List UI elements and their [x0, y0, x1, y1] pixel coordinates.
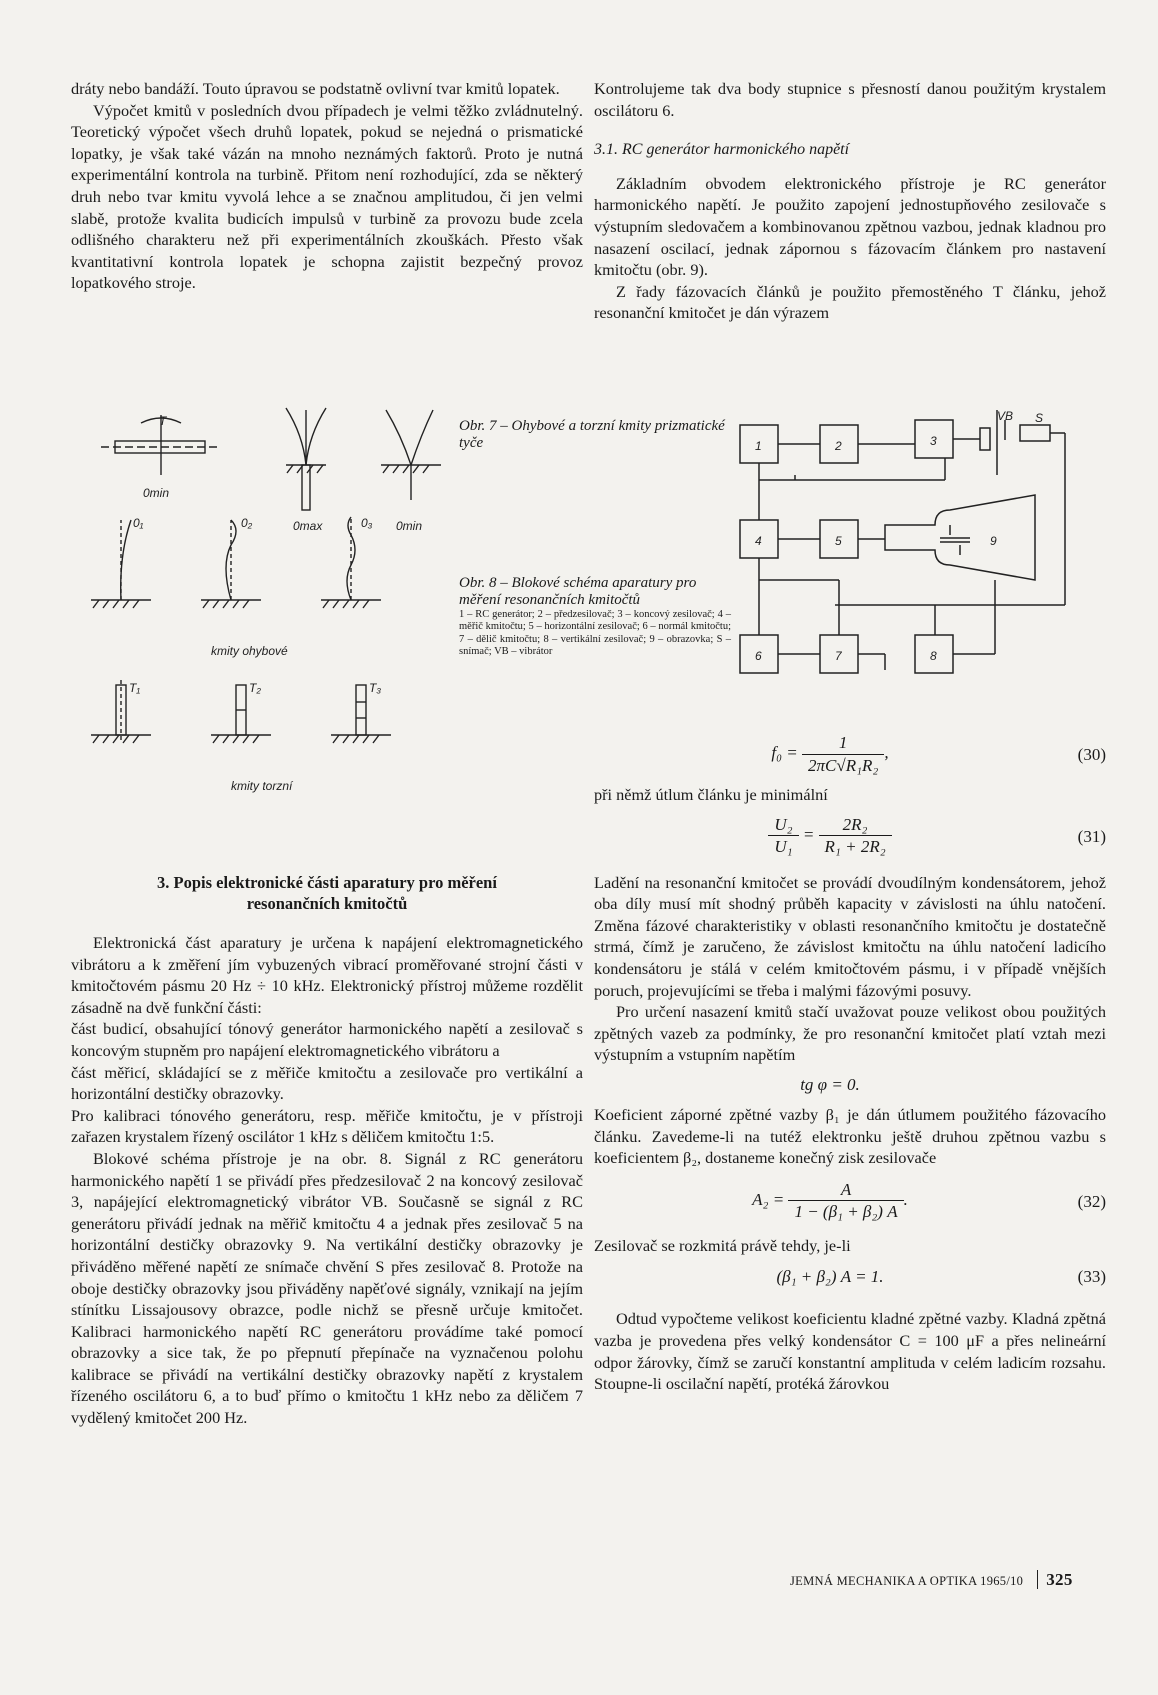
eq30-denominator: 2πC√R₁R₂: [808, 755, 879, 775]
label-0min: 0min: [143, 486, 170, 500]
journal-name: JEMNÁ MECHANIKA A OPTIKA 1965/10: [790, 1574, 1024, 1588]
section-title-line2: resonančních kmitočtů: [246, 894, 408, 913]
equation-33: [594, 1256, 1106, 1298]
eq-tg: tg φ = 0.: [800, 1074, 860, 1094]
label-03: 0₃: [361, 516, 373, 530]
page-number: 325: [1037, 1570, 1072, 1589]
label-bending: kmity ohybové: [211, 644, 288, 658]
label-01: 0₁: [133, 516, 144, 530]
left-column-continued: [71, 872, 583, 1429]
equation-tg: [594, 1066, 1106, 1104]
label-0max: 0max: [293, 519, 323, 533]
equation-30: f₀ = $\frac{1}{\text{2πC√R₁R₂}}$ , (30): [771, 733, 1106, 775]
figure-8-drawing: [735, 400, 1105, 690]
equation-32: A₂ = $\frac{A}{\text{1 − (β₁ + β₂) A}}$ . (32): [752, 1179, 1106, 1222]
label-torsion: kmity torzní: [231, 779, 293, 793]
eq33: (β₁ + β₂) A = 1.: [776, 1267, 884, 1287]
eq32-denominator: 1 − (β₁ + β₂) A: [794, 1202, 898, 1222]
eq32-fraction: [788, 1179, 903, 1223]
eq30-lhs: f₀ =: [771, 743, 798, 762]
figure-8-caption: Obr. 8 – Blokové schéma aparatury pro měření resonančních kmitočtů: [459, 575, 697, 608]
eq30-numerator: 1: [802, 732, 884, 755]
eq30-number: (30): [1077, 745, 1106, 764]
paragraph: Výpočet kmitů v posledních dvou případech je velmi těžko zvládnutelný. Teoretický výpočet všech druhů lopatek, pokud se nejedná o prismatické lopatky, je však také vázán na mnoho neznámých faktorů. Proto je nutná experimentální kontrola na turbině. Přitom není rozhodující, zda se některý druh nebo tvar kmitu vyvolá lehce a se značnou amplitudou, či jen velmi slabě, protože kvalita budicích impulsů v turbině za provozu bude zcela odlišného charakteru než při experimentálních zkouškách. Přesto však kvantitativní kontrola lopatek je schopna zajistit bezpečný provoz lopatkového stroje.: [71, 100, 583, 293]
paragraph: Koeficient záporné zpětné vazby β₁ je dán útlumem použitého fázovacího článku. Zavedeme-li na tutéž elektronku ještě druhou zpětnou vazbu s koeficientem β₂, dostaneme konečný zisk zesilovače: [594, 1104, 1106, 1168]
block-5-label: 5: [835, 534, 842, 548]
figure-8-caption-block: [459, 575, 731, 659]
paragraph: Odtud vypočteme velikost koeficientu kladné zpětné vazby. Kladná zpětná vazba je provedena přes velký kondensátor C = 100 μF a přes nelineární odpor žárovky, čímž se zaručí konstantní amplituda v celém ladicím rozsahu. Stoupne-li oscilační napětí, protéká žárovkou: [594, 1309, 1106, 1394]
subsection-title: 3.1. RC generátor harmonického napětí: [594, 141, 850, 159]
figure-8-legend: 1 – RC generátor; 2 – předzesilovač; 3 – koncový zesilovač; 4 – měřič kmitočtu; 5 – horizontální zesilovač; 6 – normál kmitočtu; 7 – dělič kmitočtu; 8 – vertikální zesilovač; 9 – obrazovka; S – snímač; VB – vibrátor: [459, 609, 731, 658]
eq30-fraction: [802, 732, 884, 776]
paragraph: Zesilovač se rozkmitá právě tehdy, je-li: [594, 1235, 851, 1255]
sensor-label: S: [1035, 411, 1044, 425]
eq31-rhs-fraction: [819, 814, 892, 858]
paragraph: Z řady fázovacích článků je použito přemostěného T článku, jehož resonanční kmitočet je dán výrazem: [594, 281, 1106, 323]
label-T2: T₂: [249, 681, 261, 695]
paragraph: Pro kalibraci tónového generátoru, resp. měřiče kmitočtu, je v přístroji zařazen krystalem řízený oscilátor 1 kHz s děličem kmitočtu 1:5.: [71, 1105, 583, 1147]
eq31-numerator: 2R₂: [819, 814, 892, 837]
paragraph: Kontrolujeme tak dva body stupnice s přesností danou použitým krystalem oscilátoru 6.: [594, 79, 1106, 120]
eq32-number: (32): [1077, 1191, 1106, 1211]
vibrator-label: VB: [997, 409, 1014, 423]
eq32-numerator: A: [788, 1179, 903, 1202]
right-column: [594, 78, 1106, 324]
figure-8: [735, 400, 1105, 690]
eq31-lhs-fraction: [768, 814, 798, 858]
block-8-label: 8: [930, 649, 937, 663]
eq32-lhs: A₂ =: [752, 1189, 785, 1209]
figure-7-caption: Obr. 7 – Ohybové a torzní kmity prizmatické tyče: [459, 418, 725, 451]
paragraph: dráty nebo bandáží. Touto úpravou se podstatně ovlivní tvar kmitů lopatek.: [71, 79, 560, 98]
paragraph: část budicí, obsahující tónový generátor harmonického napětí a zesilovač s koncovým stupněm pro napájení elektromagnetického vibrátoru a: [71, 1019, 583, 1060]
eq31-denominator: R₁ + 2R₂: [824, 837, 886, 857]
label-T1: T₁: [129, 681, 141, 695]
label-T3: T₃: [369, 681, 382, 695]
block-3-label: 3: [930, 434, 937, 448]
eq31-lhs-numerator: U₂: [768, 814, 798, 837]
block-2-label: 2: [835, 439, 842, 453]
section-title: 3. Popis elektronické části aparatury pro měření: [157, 873, 497, 892]
paragraph: při němž útlum článku je minimální: [594, 785, 828, 804]
paragraph: Elektronická část aparatury je určena k napájení elektromagnetického vibrátoru a k změření jím vybuzených vibrací proměřované strojní části v kmitočtovém pásmu 20 Hz ÷ 10 kHz. Elektronický přístroj můžeme rozdělit zásadně na dvě funkční části:: [71, 933, 583, 1017]
eq33-number: (33): [1077, 1267, 1106, 1287]
label-T: T: [159, 414, 167, 428]
paragraph: část měřicí, skládající se z měřiče kmitočtu a zesilovače pro vertikální a horizontální destičky obrazovky.: [71, 1062, 583, 1104]
eq31-lhs-denominator: U₁: [774, 837, 793, 857]
block-6-label: 6: [755, 649, 762, 663]
block-4-label: 4: [755, 534, 762, 548]
right-column-continued: [594, 728, 1106, 1395]
paragraph: Pro určení nasazení kmitů stačí uvažovat pouze velikost obou použitých zpětných vazeb za podmínky, že pro resonanční kmitočet platí vztah mezi výstupním a vstupním napětím: [594, 1002, 1106, 1065]
label-02: 0₂: [241, 516, 253, 530]
block-7-label: 7: [835, 649, 842, 663]
block-1-label: 1: [755, 439, 762, 453]
paragraph: Základním obvodem elektronického přístroje je RC generátor harmonického napětí. Je použito zapojení jednostupňového zesilovače s výstupním sledovačem a kombinovanou zpětnou vazbou, jednak kladnou pro nasazení oscilací, jednak zápornou s fázovacím článkem pro nastavení kmitočtu (obr. 9).: [594, 173, 1106, 280]
block-9-label: 9: [990, 534, 997, 548]
eq31-number: (31): [1077, 826, 1106, 846]
page-footer: [790, 1570, 1073, 1590]
equation-31: $\frac{\text{U₂}}{\text{U₁}}$ = $\frac{\text{2R₂}}{\text{R₁ + 2R₂}}$ (31): [594, 810, 1106, 868]
left-column: [71, 78, 583, 294]
paragraph: Ladění na resonanční kmitočet se provádí dvoudílným kondensátorem, jehož oba díly musí mít shodný průběh kapacity v závislosti na úhlu natočení. Změna fázové charakteristiky v oblasti resonančního kmitočtu je dostatečně strmá, čímž je zaručeno, že závislost kmitočtu na úhlu natočení ladicího kondensátoru je stálá v celém kmitočtovém pásmu, i v případě vnějších poruch, projevujícími se třeba i malými fázovými posuvy.: [594, 872, 1106, 1000]
paragraph: Blokové schéma přístroje je na obr. 8. Signál z RC generátoru harmonického napětí 1 se přivádí přes předzesilovač 2 na koncový zesilovač 3, napájející elektromagnetický vibrátor VB. Současně se signál z RC generátoru přivádí jednak na měřič kmitočtu 4 a jednak přes zesilovač 5 na horizontální destičky obrazovky 9. Na vertikální destičky obrazovky je přiváděno měřené napětí ze snímače chvění S přes zesilovač 8. Protože na oboje destičky obrazovky jsou přiváděny napěťové signály, vznikají na jejím stínítku Lissajousovy obrazce, podle nichž se přesně určuje kmitočet. Kalibraci harmonického napětí RC generátoru provádíme také pomocí obrazovky a sice tak, že po přepnutí přepínače na vyznačenou polohu kalibrace se přivádí na vertikální destičky obrazovky napětí z krystalem řízeného oscilátoru 6, a to buď přímo o kmitočtu 1 kHz nebo za děličem 7 vydělený kmitočet 200 Hz.: [71, 1148, 583, 1428]
label-0min: 0min: [396, 519, 423, 533]
